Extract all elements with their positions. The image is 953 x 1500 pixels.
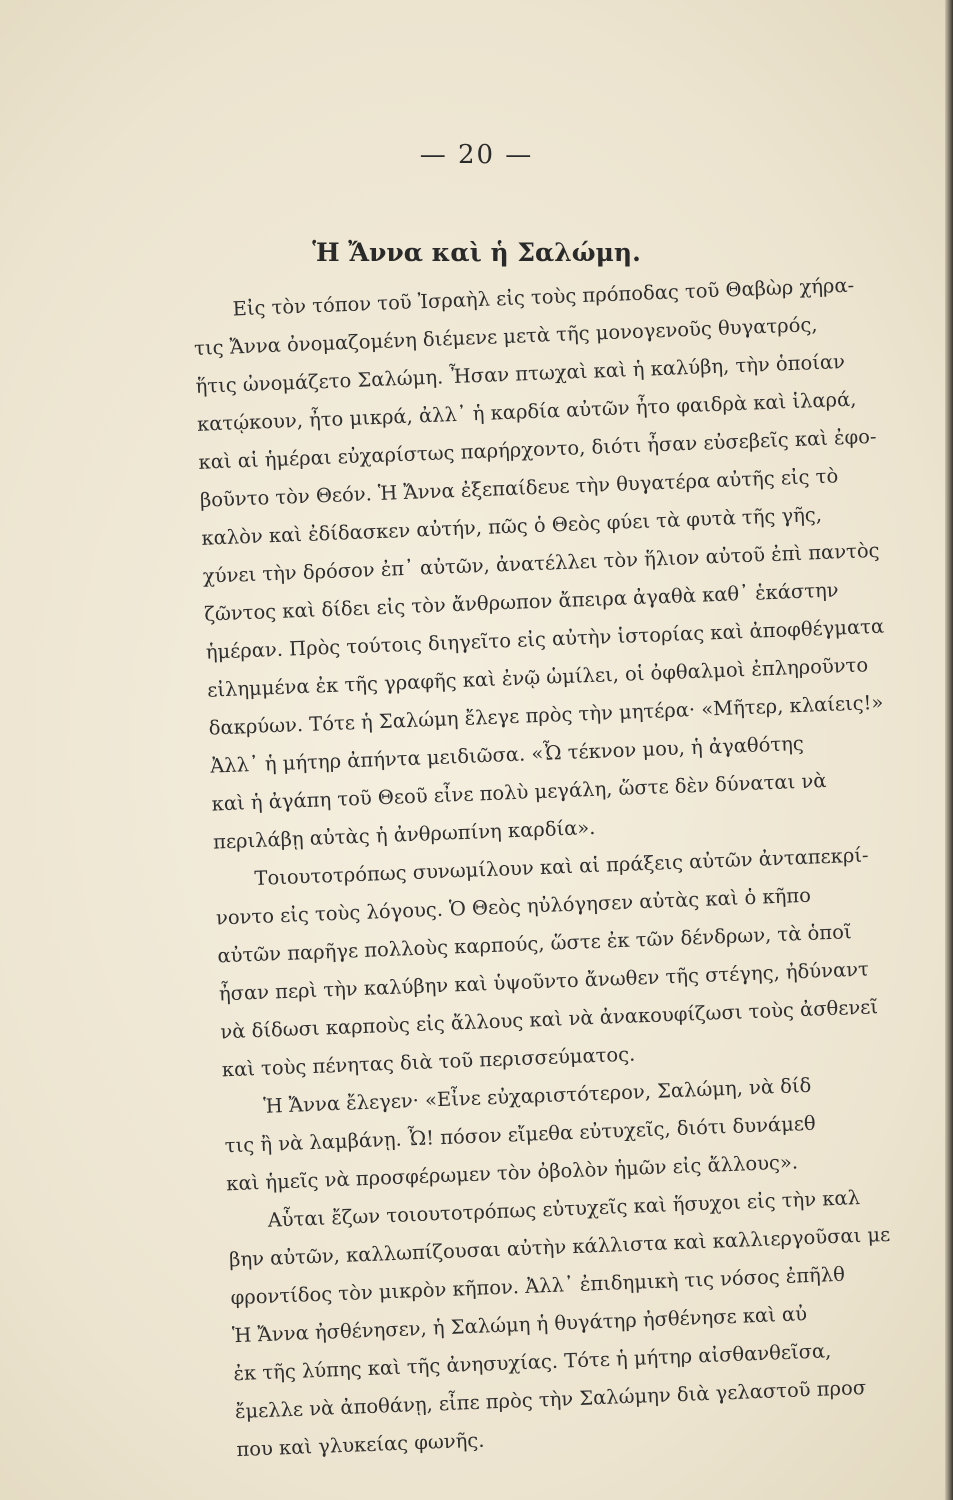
text-line: ἐκ τῆς λύπης καὶ τῆς ἀνησυχίας. Τότε ἡ μήτηρ αἰσθανθεῖσα,	[233, 1339, 832, 1386]
text-line: εἰλημμένα ἐκ τῆς γραφῆς καὶ ἐνῷ ὡμίλει, οἱ ὀφθαλμοὶ ἐπληροῦντο	[206, 653, 869, 702]
text-line: ἔμελλε νὰ ἀποθάνῃ, εἶπε πρὸς τὴν Σαλώμην διὰ γελαστοῦ προσ	[234, 1375, 867, 1424]
text-line: καὶ ἡ ἀγάπη τοῦ Θεοῦ εἶνε πολὺ μεγάλη, ὥστε δὲν δύναται νὰ	[211, 769, 827, 816]
text-line: αὐτῶν παρῆγε πολλοὺς καρπούς, ὥστε ἐκ τῶν δένδρων, τὰ ὁποῖ	[217, 920, 852, 968]
text-line: φροντίδος τὸν μικρὸν κῆπον. Ἀλλ᾿ ἐπιδημικὴ τις νόσος ἐπῆλθ	[230, 1262, 846, 1310]
text-line: περιλάβῃ αὐτὰς ἡ ἀνθρωπίνη καρδία».	[212, 815, 596, 854]
text-line: Τοιουτοτρόπως συνωμίλουν καὶ αἱ πράξεις αὐτῶν ἀνταπεκρί-	[254, 843, 869, 891]
page-edge	[945, 0, 953, 1500]
text-line: τις ἢ νὰ λαμβάνῃ. Ὦ! πόσον εἴμεθα εὐτυχεῖς, διότι δυνάμεθ	[224, 1111, 817, 1158]
text-line: Αὗται ἔζων τοιουτοτρόπως εὐτυχεῖς καὶ ἥσυχοι εἰς τὴν καλ	[267, 1186, 861, 1232]
text-line: βοῦντο τὸν Θεόν. Ἡ Ἄννα ἐξεπαίδευε τὴν θυγατέρα αὐτῆς εἰς τὸ	[199, 464, 839, 512]
page-number: — 20 —	[419, 140, 534, 170]
chapter-title: Ἡ Ἄννα καὶ ἡ Σαλώμη.	[312, 238, 641, 267]
text-line: χύνει τὴν δρόσον ἐπ᾿ αὐτῶν, ἀνατέλλει τὸν ἥλιον αὐτοῦ ἐπὶ παντὸς	[202, 538, 880, 588]
text-line: ἡμέραν. Πρὸς τούτοις διηγεῖτο εἰς αὐτὴν ἱστορίας καὶ ἀποφθέγματα	[205, 614, 885, 664]
text-line: καλὸν καὶ ἐδίδασκεν αὐτήν, πῶς ὁ Θεὸς φύει τὰ φυτὰ τῆς γῆς,	[201, 502, 823, 550]
text-line: ζῶντος καὶ δίδει εἰς τὸν ἄνθρωπον ἄπειρα ἀγαθὰ καθ᾿ ἑκάστην	[203, 578, 839, 626]
text-line: καὶ ἡμεῖς νὰ προσφέρωμεν τὸν ὀβολὸν ἡμῶν εἰς ἄλλους».	[225, 1150, 799, 1196]
text-line: κατῴκουν, ἦτο μικρά, ἀλλ᾿ ἡ καρδία αὐτῶν ἦτο φαιδρὰ καὶ ἱλαρά,	[196, 387, 857, 436]
body-text	[192, 263, 953, 1469]
text-line: Ἡ Ἄννα ἔλεγεν· «Εἶνε εὐχαριστότερον, Σαλώμη, νὰ δίδ	[262, 1073, 812, 1118]
text-line: τις Ἄννα ὀνομαζομένη διέμενε μετὰ τῆς μονογενοῦς θυγατρός,	[193, 313, 818, 360]
text-line: δακρύων. Τότε ἡ Σαλώμη ἔλεγε πρὸς τὴν μητέρα· «Μῆτερ, κλαίεις!»	[208, 690, 884, 740]
text-line: Ἀλλ᾿ ἡ μήτηρ ἀπήντα μειδιῶσα. «Ὦ τέκνον μου, ἡ ἀγαθότης	[209, 731, 805, 778]
text-line: καὶ αἱ ἡμέραι εὐχαρίστως παρήρχοντο, διότι ἦσαν εὐσεβεῖς καὶ ἐφο-	[198, 424, 877, 474]
text-line: ἥτις ὠνομάζετο Σαλώμη. Ἦσαν πτωχαὶ καὶ ἡ καλύβη, τὴν ὁποίαν	[195, 349, 846, 398]
text-line: που καὶ γλυκείας φωνῆς.	[236, 1428, 485, 1462]
text-line: ἦσαν περὶ τὴν καλύβην καὶ ὑψοῦντο ἄνωθεν τῆς στέγης, ἠδύναντ	[218, 957, 870, 1006]
text-line: Εἰς τὸν τόπον τοῦ Ἰσραὴλ εἰς τοὺς πρόποδας τοῦ Θαβὼρ χήρα-	[232, 273, 855, 321]
text-line: Ἡ Ἄννα ἠσθένησεν, ἡ Σαλώμη ἡ θυγάτηρ ἠσθένησε καὶ αὐ	[231, 1302, 808, 1348]
text-line: καὶ τοὺς πένητας διὰ τοῦ περισσεύματος.	[221, 1042, 636, 1082]
text-line: βην αὐτῶν, καλλωπίζουσαι αὐτὴν κάλλιστα καὶ καλλιεργοῦσαι με	[228, 1222, 891, 1272]
text-line: νὰ δίδωσι καρποὺς εἰς ἄλλους καὶ νὰ ἀνακουφίζωσι τοὺς ἀσθενεῖ	[219, 995, 879, 1044]
text-line: νοντο εἰς τοὺς λόγους. Ὁ Θεὸς ηὐλόγησεν αὐτὰς καὶ ὁ κῆπο	[215, 883, 812, 930]
